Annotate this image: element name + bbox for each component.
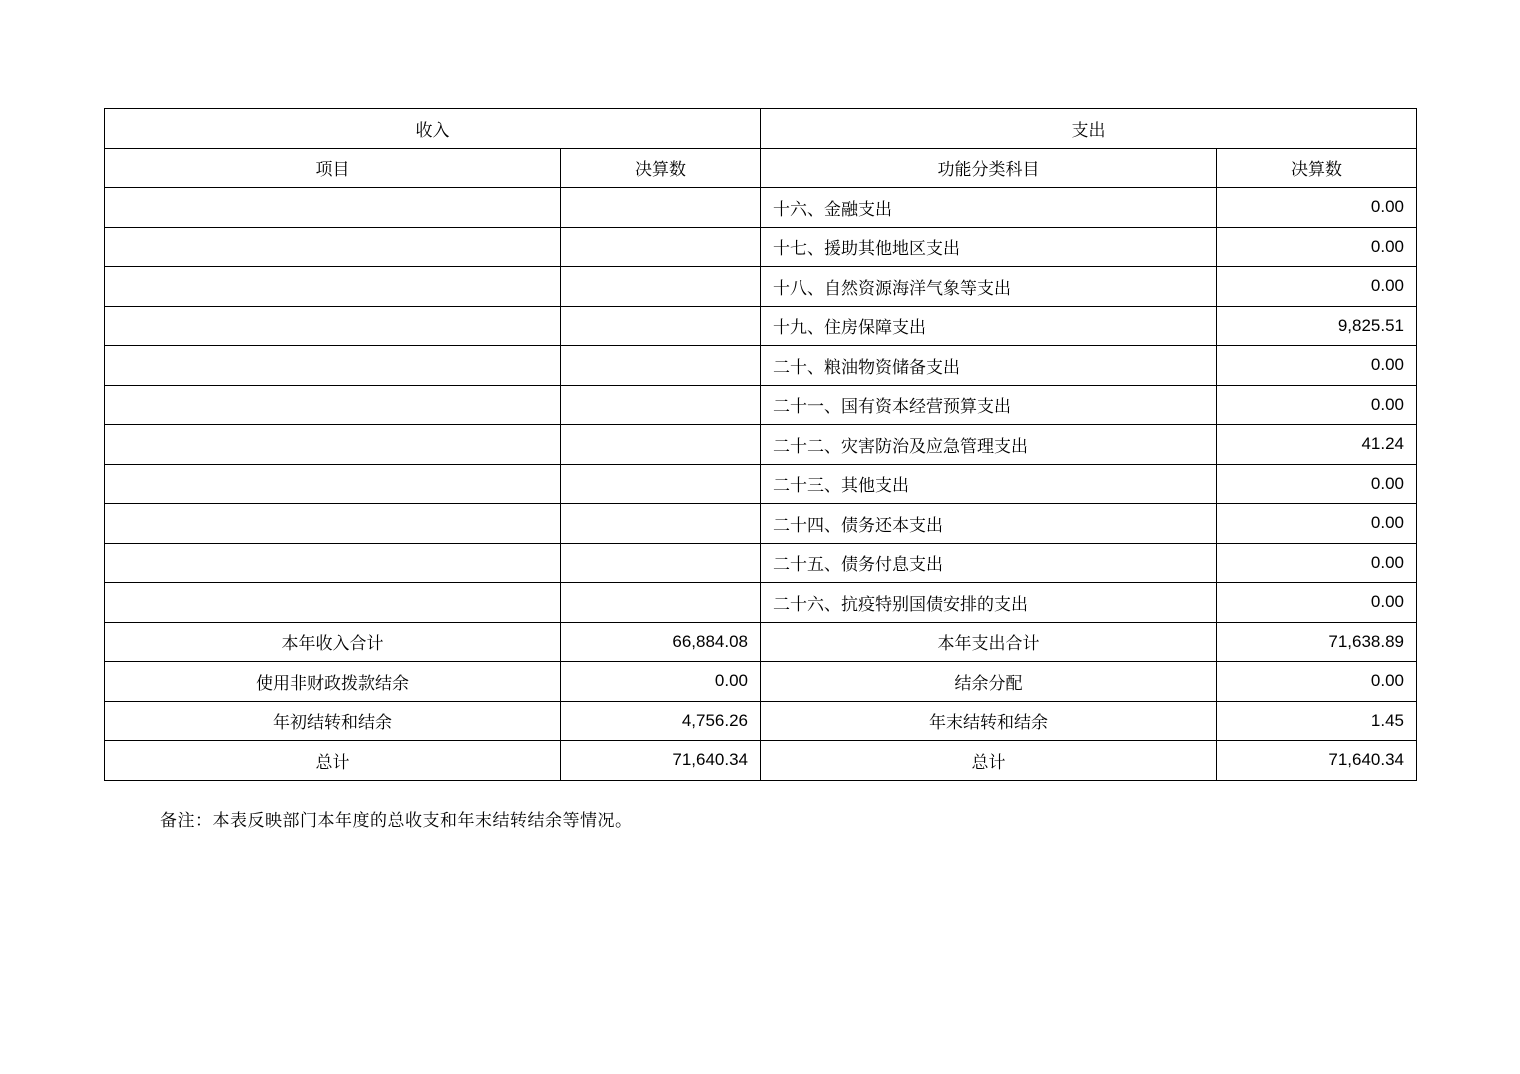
income-amount-cell <box>561 227 761 267</box>
table-row <box>105 504 1417 544</box>
income-item-cell <box>105 346 561 386</box>
expenditure-item-cell: 二十五、债务付息支出 <box>761 543 1217 583</box>
income-amount-cell <box>561 425 761 465</box>
summary-income-amount: 66,884.08 <box>561 622 761 662</box>
table-row <box>105 188 1417 228</box>
table-summary-row <box>105 662 1417 702</box>
summary-expenditure-amount: 0.00 <box>1217 662 1417 702</box>
summary-income-amount: 4,756.26 <box>561 701 761 741</box>
expenditure-amount-cell: 0.00 <box>1217 385 1417 425</box>
table-group-header-row <box>105 109 1417 149</box>
table-row <box>105 464 1417 504</box>
summary-expenditure-label: 总计 <box>761 741 1217 781</box>
expenditure-item-cell: 二十四、债务还本支出 <box>761 504 1217 544</box>
column-header-income-amount: 决算数 <box>561 148 761 188</box>
table-row <box>105 425 1417 465</box>
table-row <box>105 543 1417 583</box>
income-item-cell <box>105 306 561 346</box>
expenditure-item-cell: 二十二、灾害防治及应急管理支出 <box>761 425 1217 465</box>
expenditure-amount-cell: 41.24 <box>1217 425 1417 465</box>
table-summary-row <box>105 741 1417 781</box>
summary-income-label: 总计 <box>105 741 561 781</box>
table-column-header-row <box>105 148 1417 188</box>
column-header-expenditure-amount: 决算数 <box>1217 148 1417 188</box>
table-row <box>105 583 1417 623</box>
income-amount-cell <box>561 385 761 425</box>
income-group-header: 收入 <box>105 109 761 149</box>
income-amount-cell <box>561 346 761 386</box>
income-item-cell <box>105 267 561 307</box>
summary-expenditure-label: 本年支出合计 <box>761 622 1217 662</box>
expenditure-item-cell: 二十三、其他支出 <box>761 464 1217 504</box>
income-amount-cell <box>561 267 761 307</box>
income-item-cell <box>105 385 561 425</box>
expenditure-amount-cell: 0.00 <box>1217 543 1417 583</box>
expenditure-amount-cell: 0.00 <box>1217 346 1417 386</box>
summary-income-label: 年初结转和结余 <box>105 701 561 741</box>
table-summary-row <box>105 622 1417 662</box>
income-amount-cell <box>561 306 761 346</box>
summary-income-amount: 0.00 <box>561 662 761 702</box>
income-amount-cell <box>561 504 761 544</box>
income-amount-cell <box>561 188 761 228</box>
summary-expenditure-amount: 71,640.34 <box>1217 741 1417 781</box>
table-row <box>105 346 1417 386</box>
summary-expenditure-label: 年末结转和结余 <box>761 701 1217 741</box>
income-item-cell <box>105 504 561 544</box>
table-row <box>105 385 1417 425</box>
income-item-cell <box>105 227 561 267</box>
income-item-cell <box>105 464 561 504</box>
expenditure-item-cell: 十六、金融支出 <box>761 188 1217 228</box>
expenditure-amount-cell: 0.00 <box>1217 267 1417 307</box>
income-amount-cell <box>561 543 761 583</box>
expenditure-item-cell: 二十一、国有资本经营预算支出 <box>761 385 1217 425</box>
income-item-cell <box>105 583 561 623</box>
table-body <box>105 188 1417 623</box>
summary-expenditure-amount: 1.45 <box>1217 701 1417 741</box>
summary-income-amount: 71,640.34 <box>561 741 761 781</box>
expenditure-amount-cell: 9,825.51 <box>1217 306 1417 346</box>
income-amount-cell <box>561 464 761 504</box>
table-row <box>105 227 1417 267</box>
summary-expenditure-amount: 71,638.89 <box>1217 622 1417 662</box>
expenditure-amount-cell: 0.00 <box>1217 227 1417 267</box>
income-amount-cell <box>561 583 761 623</box>
table-row <box>105 306 1417 346</box>
expenditure-group-header: 支出 <box>761 109 1417 149</box>
column-header-expenditure-item: 功能分类科目 <box>761 148 1217 188</box>
column-header-income-item: 项目 <box>105 148 561 188</box>
expenditure-item-cell: 二十六、抗疫特别国债安排的支出 <box>761 583 1217 623</box>
expenditure-item-cell: 十八、自然资源海洋气象等支出 <box>761 267 1217 307</box>
summary-income-label: 本年收入合计 <box>105 622 561 662</box>
income-item-cell <box>105 543 561 583</box>
income-item-cell <box>105 425 561 465</box>
table-summary <box>105 622 1417 780</box>
budget-summary-table <box>104 108 1417 781</box>
summary-income-label: 使用非财政拨款结余 <box>105 662 561 702</box>
expenditure-amount-cell: 0.00 <box>1217 188 1417 228</box>
expenditure-amount-cell: 0.00 <box>1217 504 1417 544</box>
summary-expenditure-label: 结余分配 <box>761 662 1217 702</box>
table-summary-row <box>105 701 1417 741</box>
expenditure-item-cell: 十七、援助其他地区支出 <box>761 227 1217 267</box>
income-item-cell <box>105 188 561 228</box>
expenditure-amount-cell: 0.00 <box>1217 583 1417 623</box>
table-note: 备注：本表反映部门本年度的总收支和年末结转结余等情况。 <box>160 811 633 830</box>
table-row <box>105 267 1417 307</box>
expenditure-amount-cell: 0.00 <box>1217 464 1417 504</box>
expenditure-item-cell: 十九、住房保障支出 <box>761 306 1217 346</box>
expenditure-item-cell: 二十、粮油物资储备支出 <box>761 346 1217 386</box>
